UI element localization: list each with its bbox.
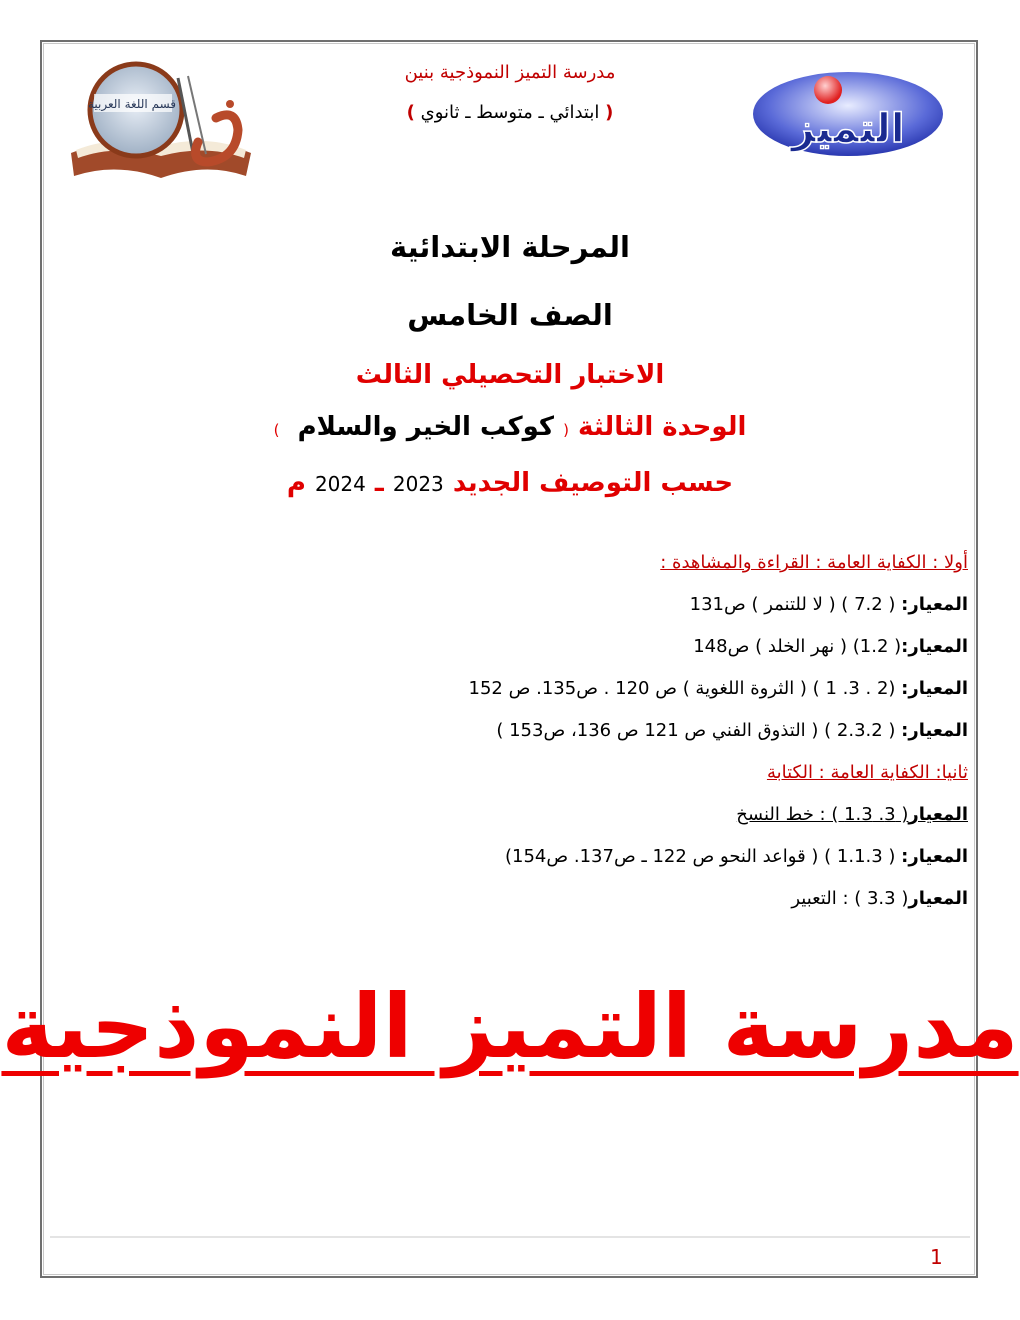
list-item (693, 636, 968, 657)
standard-text: ( 3.3 ) : التعبير (791, 888, 909, 909)
stages-text: ابتدائي ـ متوسط ـ ثانوي (420, 102, 600, 123)
standard-text: ( 7.2 ) ( لا للتنمر ) ص131 (689, 594, 902, 615)
unit-name: كوكب الخير والسلام (297, 412, 555, 442)
year-start: 2023 (392, 472, 444, 496)
standard-text: ( 2.3.2 ) ( التذوق الفني ص 121 ص 136، ص153 ) (496, 720, 902, 741)
school-name-banner: مدرسة التميز النموذجية (1, 975, 1019, 1078)
section-writing-heading: ثانيا: الكفاية العامة : الكتابة (766, 762, 968, 783)
standard-text: ( 1.2) ( نهر الخلد ) ص148 (693, 636, 902, 657)
school-name: مدرسة التميز النموذجية بنين (404, 62, 616, 83)
section-reading-heading: أولا : الكفاية العامة : القراءة والمشاهدة : (660, 552, 968, 573)
unit-close-paren: ) (273, 421, 280, 439)
grade-title: الصف الخامس (407, 298, 613, 332)
standard-label: المعيار: (901, 846, 968, 867)
unit-title (0, 412, 1020, 442)
logo-left-text: قسم اللغة العربية (87, 97, 177, 111)
unit-open-paren: ( (563, 421, 569, 439)
page-border-inner (43, 43, 975, 1275)
standard-label: المعيار (908, 804, 968, 825)
stages-close-paren: ) (406, 102, 415, 123)
list-item (690, 594, 968, 615)
page-number: 1 (930, 1245, 943, 1269)
logo-right-text: التميز (791, 106, 905, 152)
standard-text: ( 3. 1.3 ) : خط النسخ (736, 804, 909, 825)
standard-text: (2 . 3. 1 ) ( الثروة اللغوية ) ص 120 . ص135. ص 152 (468, 678, 902, 699)
list-item (505, 846, 968, 867)
stages-open-paren: ( (605, 102, 614, 123)
unit-label: الوحدة الثالثة (578, 412, 747, 442)
standard-text: ( 1.1.3 ) ( قواعد النحو ص 122 ـ ص137. ص154) (505, 846, 902, 867)
stage-title: المرحلة الابتدائية (389, 230, 630, 264)
standard-label: المعيار: (901, 720, 968, 741)
list-item (791, 888, 968, 909)
footer-divider (50, 1236, 970, 1238)
list-item (736, 804, 968, 825)
spec-text: حسب التوصيف الجديد (452, 468, 734, 498)
year-end: 2024 (314, 472, 366, 496)
school-stages (0, 102, 1020, 123)
standard-label: المعيار (908, 888, 968, 909)
list-item (469, 678, 968, 699)
standard-label: المعيار: (901, 594, 968, 615)
year-suffix: م (286, 468, 306, 498)
standard-label: المعيار: (901, 678, 968, 699)
exam-title: الاختبار التحصيلي الثالث (355, 360, 665, 390)
year-separator: ـ (374, 468, 384, 498)
list-item (496, 720, 968, 741)
spec-title (0, 468, 1020, 498)
standard-label: المعيار: (901, 636, 968, 657)
